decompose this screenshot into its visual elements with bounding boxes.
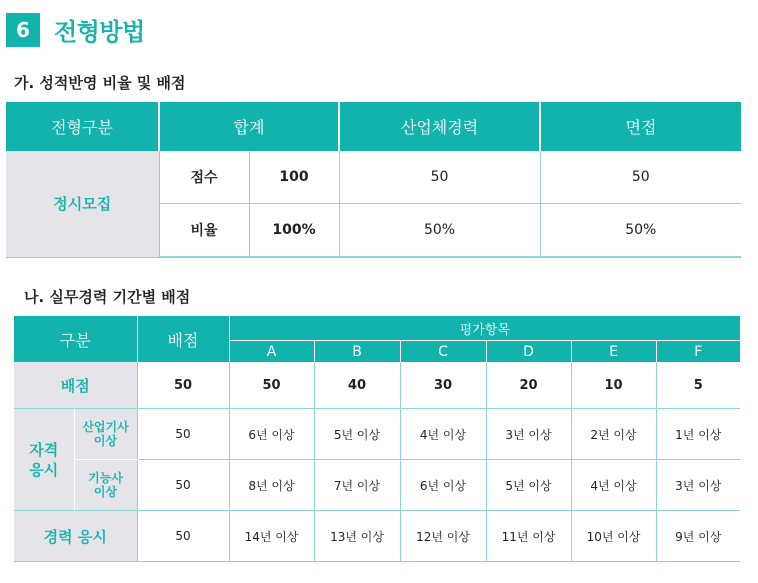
score-ratio-table [6,102,741,258]
table-row [14,409,740,460]
grade-header: C [400,341,486,363]
career-period-score-table [14,316,740,562]
grade-header: A [229,341,314,363]
header-evaluation-items: 평가항목 [229,316,740,341]
interview-value: 50% [540,204,741,258]
header-category: 구분 [14,316,137,362]
period-cell: 6년 이상 [229,409,314,460]
period-cell: 9년 이상 [656,511,740,562]
section-number-badge: 6 [6,13,40,47]
header-selection-type: 전형구분 [6,102,159,151]
grade-score: 10 [571,362,656,409]
period-cell: 10년 이상 [571,511,656,562]
grade-score: 5 [656,362,740,409]
section-header [6,12,145,47]
qualification-group-label: 자격 응시 [14,409,74,511]
score-cell: 50 [137,511,229,562]
score-cell: 50 [137,460,229,511]
table-header-row [14,316,740,341]
table-row [14,511,740,562]
table-row [14,460,740,511]
score-cell: 50 [137,362,229,409]
total-value: 100% [249,204,339,258]
period-cell: 12년 이상 [400,511,486,562]
row-label: 비율 [159,204,249,258]
period-cell: 3년 이상 [656,460,740,511]
grade-score: 40 [314,362,400,409]
interview-value: 50 [540,151,741,204]
period-cell: 5년 이상 [486,460,571,511]
score-row-label: 배점 [14,362,137,409]
career-value: 50 [339,151,540,204]
period-cell: 13년 이상 [314,511,400,562]
row-label: 점수 [159,151,249,204]
period-cell: 4년 이상 [571,460,656,511]
period-cell: 2년 이상 [571,409,656,460]
grade-header: B [314,341,400,363]
period-cell: 8년 이상 [229,460,314,511]
grade-header: F [656,341,740,363]
period-cell: 11년 이상 [486,511,571,562]
header-interview: 면접 [540,102,741,151]
period-cell: 7년 이상 [314,460,400,511]
grade-score: 50 [229,362,314,409]
period-cell: 3년 이상 [486,409,571,460]
table-row [14,362,740,409]
header-total: 합계 [159,102,339,151]
period-cell: 1년 이상 [656,409,740,460]
grade-score: 20 [486,362,571,409]
header-industry-career: 산업체경력 [339,102,540,151]
qualification-label: 산업기사 이상 [74,409,137,460]
table-row [6,151,741,204]
period-cell: 6년 이상 [400,460,486,511]
grade-score: 30 [400,362,486,409]
grade-header: E [571,341,656,363]
period-cell: 5년 이상 [314,409,400,460]
grade-header: D [486,341,571,363]
career-row-label: 경력 응시 [14,511,137,562]
table-header-row [6,102,741,151]
period-cell: 14년 이상 [229,511,314,562]
subsection-b-title: 나. 실무경력 기간별 배점 [24,288,191,306]
header-score: 배점 [137,316,229,362]
qualification-label: 기능사 이상 [74,460,137,511]
score-cell: 50 [137,409,229,460]
period-cell: 4년 이상 [400,409,486,460]
section-title: 전형방법 [54,18,145,46]
category-regular-admission: 정시모집 [6,151,159,257]
career-value: 50% [339,204,540,258]
total-value: 100 [249,151,339,204]
subsection-a-title: 가. 성적반영 비율 및 배점 [14,74,186,92]
